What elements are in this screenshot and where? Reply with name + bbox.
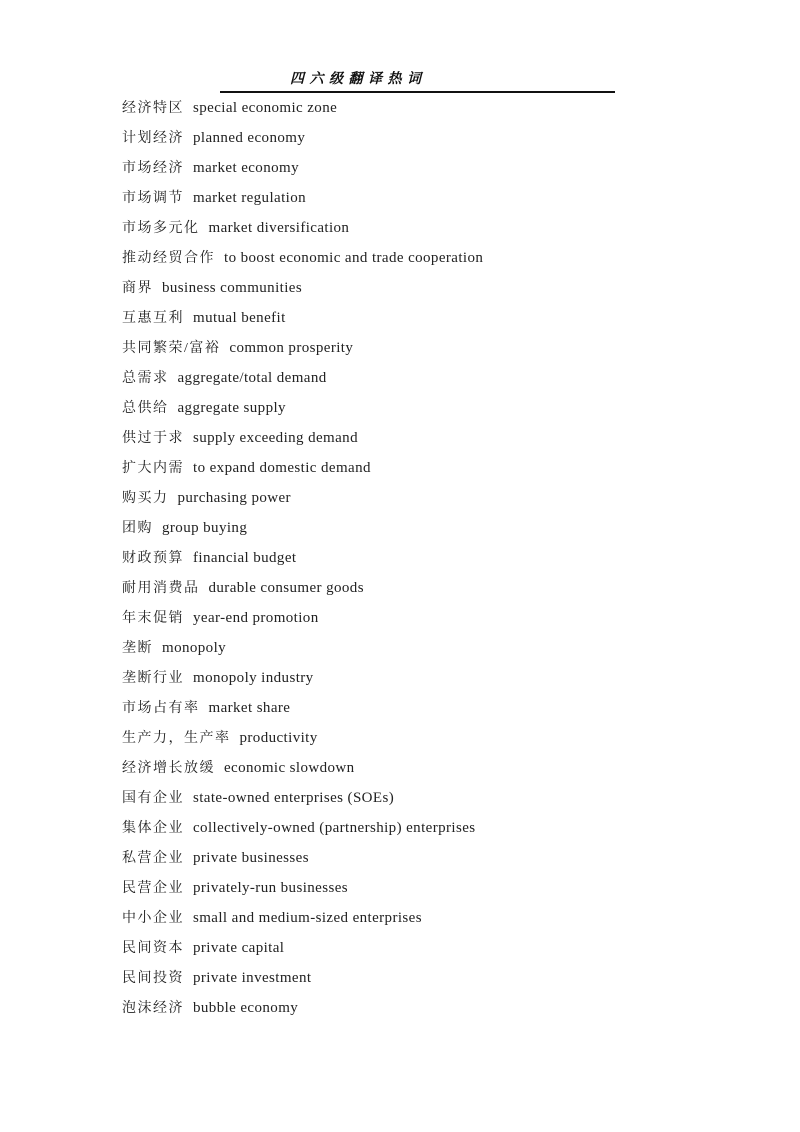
english-translation: market diversification bbox=[208, 220, 350, 236]
chinese-term: 市场多元化 bbox=[122, 221, 200, 236]
glossary-entry bbox=[122, 573, 483, 603]
chinese-term: 团购 bbox=[122, 521, 153, 536]
chinese-term: 国有企业 bbox=[122, 791, 184, 806]
chinese-term: 推动经贸合作 bbox=[122, 251, 215, 266]
chinese-term: 扩大内需 bbox=[122, 461, 184, 476]
chinese-term: 财政预算 bbox=[122, 551, 184, 566]
glossary-entry bbox=[122, 693, 483, 723]
glossary-entry bbox=[122, 783, 483, 813]
english-translation: privately-run businesses bbox=[193, 880, 348, 896]
page-title: 四六级翻译热词 bbox=[290, 72, 427, 87]
english-translation: market share bbox=[208, 700, 291, 716]
english-translation: market regulation bbox=[193, 190, 307, 206]
glossary-entry bbox=[122, 453, 483, 483]
english-translation: planned economy bbox=[193, 130, 306, 146]
glossary-entry bbox=[122, 543, 483, 573]
glossary-entry bbox=[122, 963, 483, 993]
glossary-entry bbox=[122, 993, 483, 1023]
english-translation: economic slowdown bbox=[224, 760, 355, 776]
glossary-entry bbox=[122, 663, 483, 693]
chinese-term: 生产力，生产率 bbox=[122, 731, 231, 746]
english-translation: business communities bbox=[162, 280, 303, 296]
chinese-term: 集体企业 bbox=[122, 821, 184, 836]
chinese-term: 互惠互利 bbox=[122, 311, 184, 326]
glossary-entry bbox=[122, 483, 483, 513]
chinese-term: 购买力 bbox=[122, 491, 169, 506]
english-translation: private capital bbox=[193, 940, 285, 956]
glossary-entry bbox=[122, 303, 483, 333]
english-translation: bubble economy bbox=[193, 1000, 299, 1016]
glossary-entry bbox=[122, 243, 483, 273]
english-translation: financial budget bbox=[193, 550, 297, 566]
english-translation: to boost economic and trade cooperation bbox=[224, 250, 484, 266]
chinese-term: 市场占有率 bbox=[122, 701, 200, 716]
chinese-term: 经济特区 bbox=[122, 101, 184, 116]
english-translation: collectively-owned (partnership) enterprises bbox=[193, 820, 476, 836]
chinese-term: 垄断行业 bbox=[122, 671, 184, 686]
chinese-term: 中小企业 bbox=[122, 911, 184, 926]
chinese-term: 耐用消费品 bbox=[122, 581, 200, 596]
english-translation: to expand domestic demand bbox=[193, 460, 371, 476]
glossary-entry bbox=[122, 753, 483, 783]
english-translation: monopoly bbox=[162, 640, 227, 656]
glossary-entry bbox=[122, 933, 483, 963]
glossary-entry bbox=[122, 93, 483, 123]
chinese-term: 计划经济 bbox=[122, 131, 184, 146]
english-translation: aggregate/total demand bbox=[177, 370, 327, 386]
english-translation: monopoly industry bbox=[193, 670, 314, 686]
glossary-entry bbox=[122, 843, 483, 873]
chinese-term: 私营企业 bbox=[122, 851, 184, 866]
english-translation: private businesses bbox=[193, 850, 309, 866]
chinese-term: 市场调节 bbox=[122, 191, 184, 206]
english-translation: private investment bbox=[193, 970, 312, 986]
glossary-entry bbox=[122, 513, 483, 543]
glossary-entry bbox=[122, 183, 483, 213]
glossary-entry bbox=[122, 813, 483, 843]
chinese-term: 泡沫经济 bbox=[122, 1001, 184, 1016]
glossary-entry bbox=[122, 873, 483, 903]
chinese-term: 商界 bbox=[122, 281, 153, 296]
english-translation: year-end promotion bbox=[193, 610, 319, 626]
chinese-term: 年末促销 bbox=[122, 611, 184, 626]
english-translation: aggregate supply bbox=[177, 400, 286, 416]
glossary-entry bbox=[122, 633, 483, 663]
english-translation: supply exceeding demand bbox=[193, 430, 358, 446]
glossary-list bbox=[122, 93, 483, 1023]
english-translation: group buying bbox=[162, 520, 248, 536]
glossary-entry bbox=[122, 123, 483, 153]
english-translation: mutual benefit bbox=[193, 310, 286, 326]
glossary-entry bbox=[122, 393, 483, 423]
english-translation: common prosperity bbox=[229, 340, 354, 356]
glossary-entry bbox=[122, 363, 483, 393]
english-translation: special economic zone bbox=[193, 100, 338, 116]
english-translation: durable consumer goods bbox=[208, 580, 364, 596]
english-translation: purchasing power bbox=[177, 490, 291, 506]
glossary-entry bbox=[122, 333, 483, 363]
glossary-entry bbox=[122, 723, 483, 753]
glossary-entry bbox=[122, 213, 483, 243]
glossary-entry bbox=[122, 273, 483, 303]
glossary-entry bbox=[122, 603, 483, 633]
glossary-entry bbox=[122, 903, 483, 933]
chinese-term: 总需求 bbox=[122, 371, 169, 386]
english-translation: state-owned enterprises (SOEs) bbox=[193, 790, 395, 806]
english-translation: small and medium-sized enterprises bbox=[193, 910, 422, 926]
chinese-term: 供过于求 bbox=[122, 431, 184, 446]
chinese-term: 总供给 bbox=[122, 401, 169, 416]
chinese-term: 民营企业 bbox=[122, 881, 184, 896]
chinese-term: 共同繁荣/富裕 bbox=[122, 341, 221, 356]
chinese-term: 市场经济 bbox=[122, 161, 184, 176]
glossary-entry bbox=[122, 423, 483, 453]
chinese-term: 民间资本 bbox=[122, 941, 184, 956]
chinese-term: 经济增长放缓 bbox=[122, 761, 215, 776]
glossary-entry bbox=[122, 153, 483, 183]
chinese-term: 垄断 bbox=[122, 641, 153, 656]
english-translation: market economy bbox=[193, 160, 299, 176]
english-translation: productivity bbox=[239, 730, 318, 746]
chinese-term: 民间投资 bbox=[122, 971, 184, 986]
